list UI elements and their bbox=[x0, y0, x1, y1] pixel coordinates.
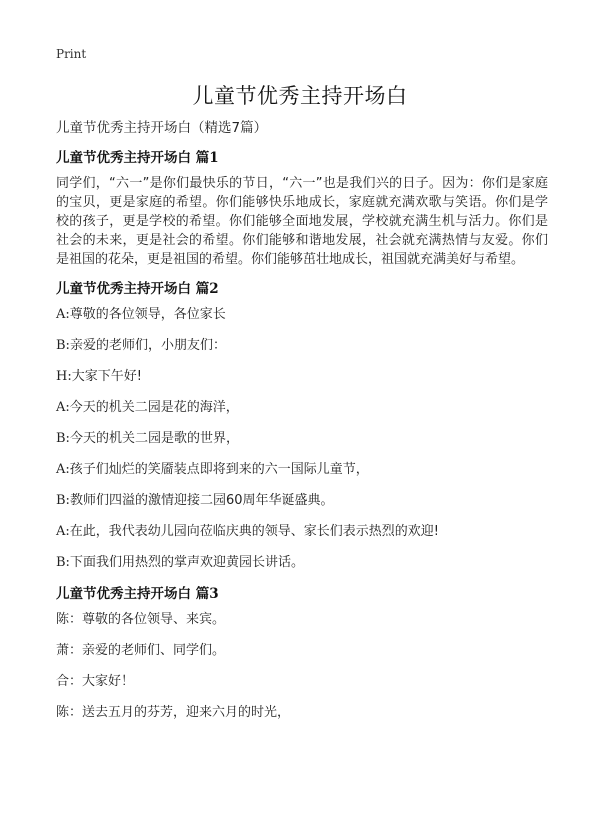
speaker-label: A: bbox=[56, 307, 70, 322]
dialog-text: 下面我们用热烈的掌声欢迎黄园长讲话。 bbox=[69, 555, 304, 570]
dialog-line bbox=[56, 610, 548, 630]
dialog-text: 今天的机关二园是歌的世界， bbox=[69, 431, 239, 446]
dialog-text: 尊敬的各位领导、来宾。 bbox=[82, 612, 226, 627]
dialog-line bbox=[56, 367, 548, 387]
speaker-label: 陈： bbox=[56, 612, 83, 627]
speaker-label: 合： bbox=[56, 674, 83, 689]
dialog-line bbox=[56, 641, 548, 661]
dialog-line bbox=[56, 429, 548, 449]
document-body bbox=[56, 118, 548, 734]
print-link[interactable]: Print bbox=[56, 47, 87, 61]
dialog-line bbox=[56, 336, 548, 356]
section-heading-3: 儿童节优秀主持开场白 篇3 bbox=[56, 586, 219, 602]
dialog-line bbox=[56, 460, 548, 480]
document-subtitle: 儿童节优秀主持开场白（精选7篇） bbox=[56, 120, 268, 136]
section-heading-1: 儿童节优秀主持开场白 篇1 bbox=[56, 150, 219, 166]
speaker-label: B: bbox=[56, 493, 70, 508]
dialog-line bbox=[56, 491, 548, 511]
dialog-line bbox=[56, 305, 548, 325]
dialog-line bbox=[56, 398, 548, 418]
speaker-label: A: bbox=[56, 524, 70, 539]
dialog-text: 尊敬的各位领导，各位家长 bbox=[69, 307, 226, 322]
dialog-line bbox=[56, 522, 548, 542]
dialog-text: 在此，我代表幼儿园向莅临庆典的领导、家长们表示热烈的欢迎! bbox=[69, 524, 439, 539]
speaker-label: B: bbox=[56, 338, 70, 353]
dialog-text: 亲爱的老师们、同学们。 bbox=[82, 643, 226, 658]
speaker-label: H: bbox=[56, 369, 72, 384]
dialog-line bbox=[56, 703, 548, 723]
dialog-text: 大家好！ bbox=[82, 674, 135, 689]
speaker-label: A: bbox=[56, 400, 70, 415]
dialog-text: 送去五月的芬芳，迎来六月的时光， bbox=[82, 705, 291, 720]
speaker-label: 陈： bbox=[56, 705, 83, 720]
dialog-text: 教师们四溢的激情迎接二园60周年华诞盛典。 bbox=[69, 493, 334, 508]
speaker-label: A: bbox=[56, 462, 70, 477]
speaker-label: 萧： bbox=[56, 643, 83, 658]
dialog-text: 孩子们灿烂的笑靥装点即将到来的六一国际儿童节， bbox=[69, 462, 369, 477]
section-1-paragraph: 同学们，“六一”是你们最快乐的节日，“六一”也是我们兴的日子。因为：你们是家庭的宝贝，更是家庭的希望。你们能够快乐地成长，家庭就充满欢歌与笑语。你们是学校的孩子，更是学校的希望。你们能够全面地发展，学校就充满生机与活力。你们是社会的未来，更是社会的希望。你们能够和谐地发展，社会就充满热情与友爱。你们是祖国的花朵，更是祖国的希望。你们能够茁壮地成长，祖国就充满美好与希望。 bbox=[56, 176, 548, 267]
speaker-label: B: bbox=[56, 555, 70, 570]
document-title: 儿童节优秀主持开场白 bbox=[192, 84, 408, 108]
dialog-line bbox=[56, 672, 548, 692]
speaker-label: B: bbox=[56, 431, 70, 446]
dialog-text: 亲爱的老师们，小朋友们： bbox=[69, 338, 226, 353]
dialog-text: 今天的机关二园是花的海洋， bbox=[69, 400, 239, 415]
section-heading-2: 儿童节优秀主持开场白 篇2 bbox=[56, 281, 219, 297]
dialog-text: 大家下午好! bbox=[71, 369, 142, 384]
dialog-line bbox=[56, 553, 548, 573]
